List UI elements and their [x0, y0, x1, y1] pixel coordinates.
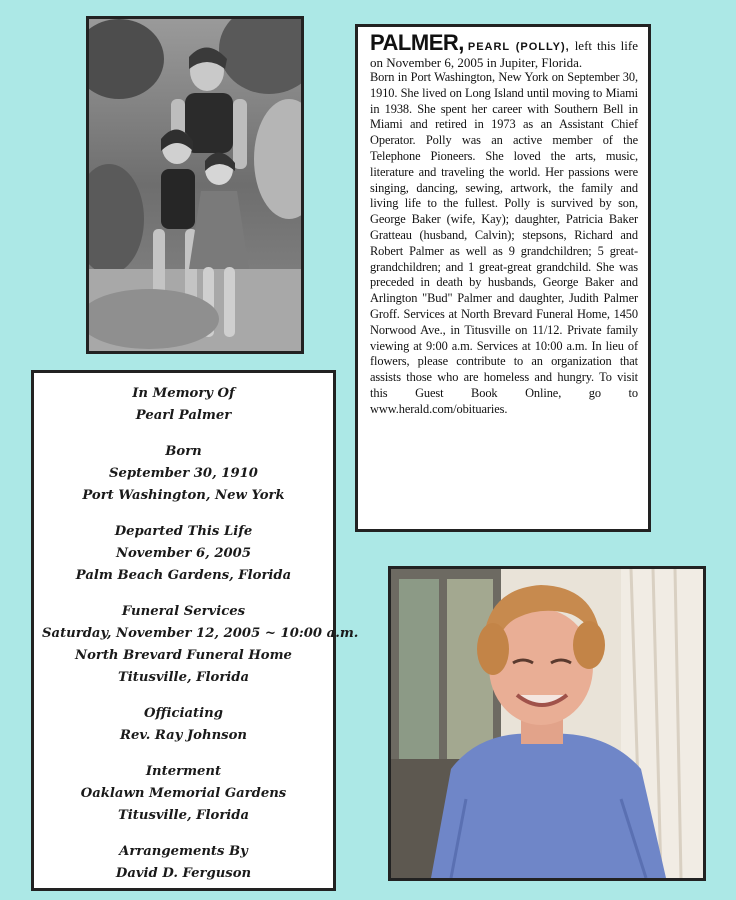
funeral-venue: North Brevard Funeral Home	[75, 648, 292, 663]
officiating-section	[42, 703, 325, 747]
obituary-first-line	[370, 30, 638, 70]
memorial-section	[42, 383, 325, 427]
officiating-name: Rev. Ray Johnson	[120, 728, 247, 743]
obituary-first-line-tail: left this life on November 6, 2005 in Jupiter, Florida.	[370, 38, 638, 70]
arrangements-heading: Arrangements By	[119, 844, 248, 859]
obituary-given-name: PEARL (POLLY),	[467, 41, 570, 53]
born-date: September 30, 1910	[109, 466, 258, 481]
obituary-clipping	[355, 24, 651, 532]
memorial-card	[31, 370, 359, 891]
arrangements-name: David D. Ferguson	[115, 866, 252, 881]
born-place: Port Washington, New York	[82, 488, 285, 503]
interment-place: Titusville, Florida	[117, 808, 250, 823]
funeral-datetime: Saturday, November 12, 2005 ~ 10:00 a.m.	[42, 626, 359, 641]
departed-date: November 6, 2005	[115, 546, 252, 561]
obituary-guestbook: To visit this Guest Book Online, go to www.herald.com/obituaries.	[370, 370, 639, 416]
funeral-section	[42, 601, 359, 689]
portrait-photo	[388, 566, 706, 881]
obituary-body: Born in Port Washington, New York on September 30, 1910. She lived on Long Island until moving to Miami in 1938. She spent her career with Southern Bell in Miami and retired in 1973 as an Assistant Chief Operator. Polly was an active member of the Telephone Pioneers. She loved the arts, music, literature and traveling the world. Her passions were singing, dancing, sewing, artwork, the family and living life to the fullest. Polly is survived by son, George Baker (wife, Kay); daughter, Patricia Baker Gratteau (husband, Calvin); stepsons, Richard and Robert Palmer as well as 9 grandchildren; 5 great-grandchildren; and 1 great-great grandchild. She was preceded in death by husbands, George Baker and Arlington "Bud" Palmer and daughter, Judith Palmer Groff. Services at North Brevard Funeral Home, 1450 Norwood Ave., in Titusville on 11/12. Private family viewing at 9:00 a.m. Services at 10:00 a.m. In lieu of flowers, please contribute to an organization that assists those who are homeless and hungry.	[370, 70, 638, 385]
memorial-heading: In Memory Of	[132, 386, 235, 401]
arrangements-section	[42, 841, 325, 885]
funeral-heading: Funeral Services	[121, 604, 246, 619]
interment-heading: Interment	[145, 764, 222, 779]
born-heading: Born	[165, 444, 202, 459]
memorial-name: Pearl Palmer	[135, 408, 232, 423]
departed-section	[42, 521, 325, 587]
officiating-heading: Officiating	[144, 706, 223, 721]
born-section	[42, 441, 325, 507]
departed-place: Palm Beach Gardens, Florida	[75, 568, 292, 583]
obituary-surname: PALMER,	[370, 30, 464, 55]
interment-section	[42, 761, 325, 827]
interment-venue: Oaklawn Memorial Gardens	[80, 786, 287, 801]
departed-heading: Departed This Life	[114, 524, 253, 539]
family-photo	[86, 16, 304, 354]
portrait-photo-image	[391, 569, 703, 878]
funeral-place: Titusville, Florida	[117, 670, 250, 685]
family-photo-image	[89, 19, 301, 351]
